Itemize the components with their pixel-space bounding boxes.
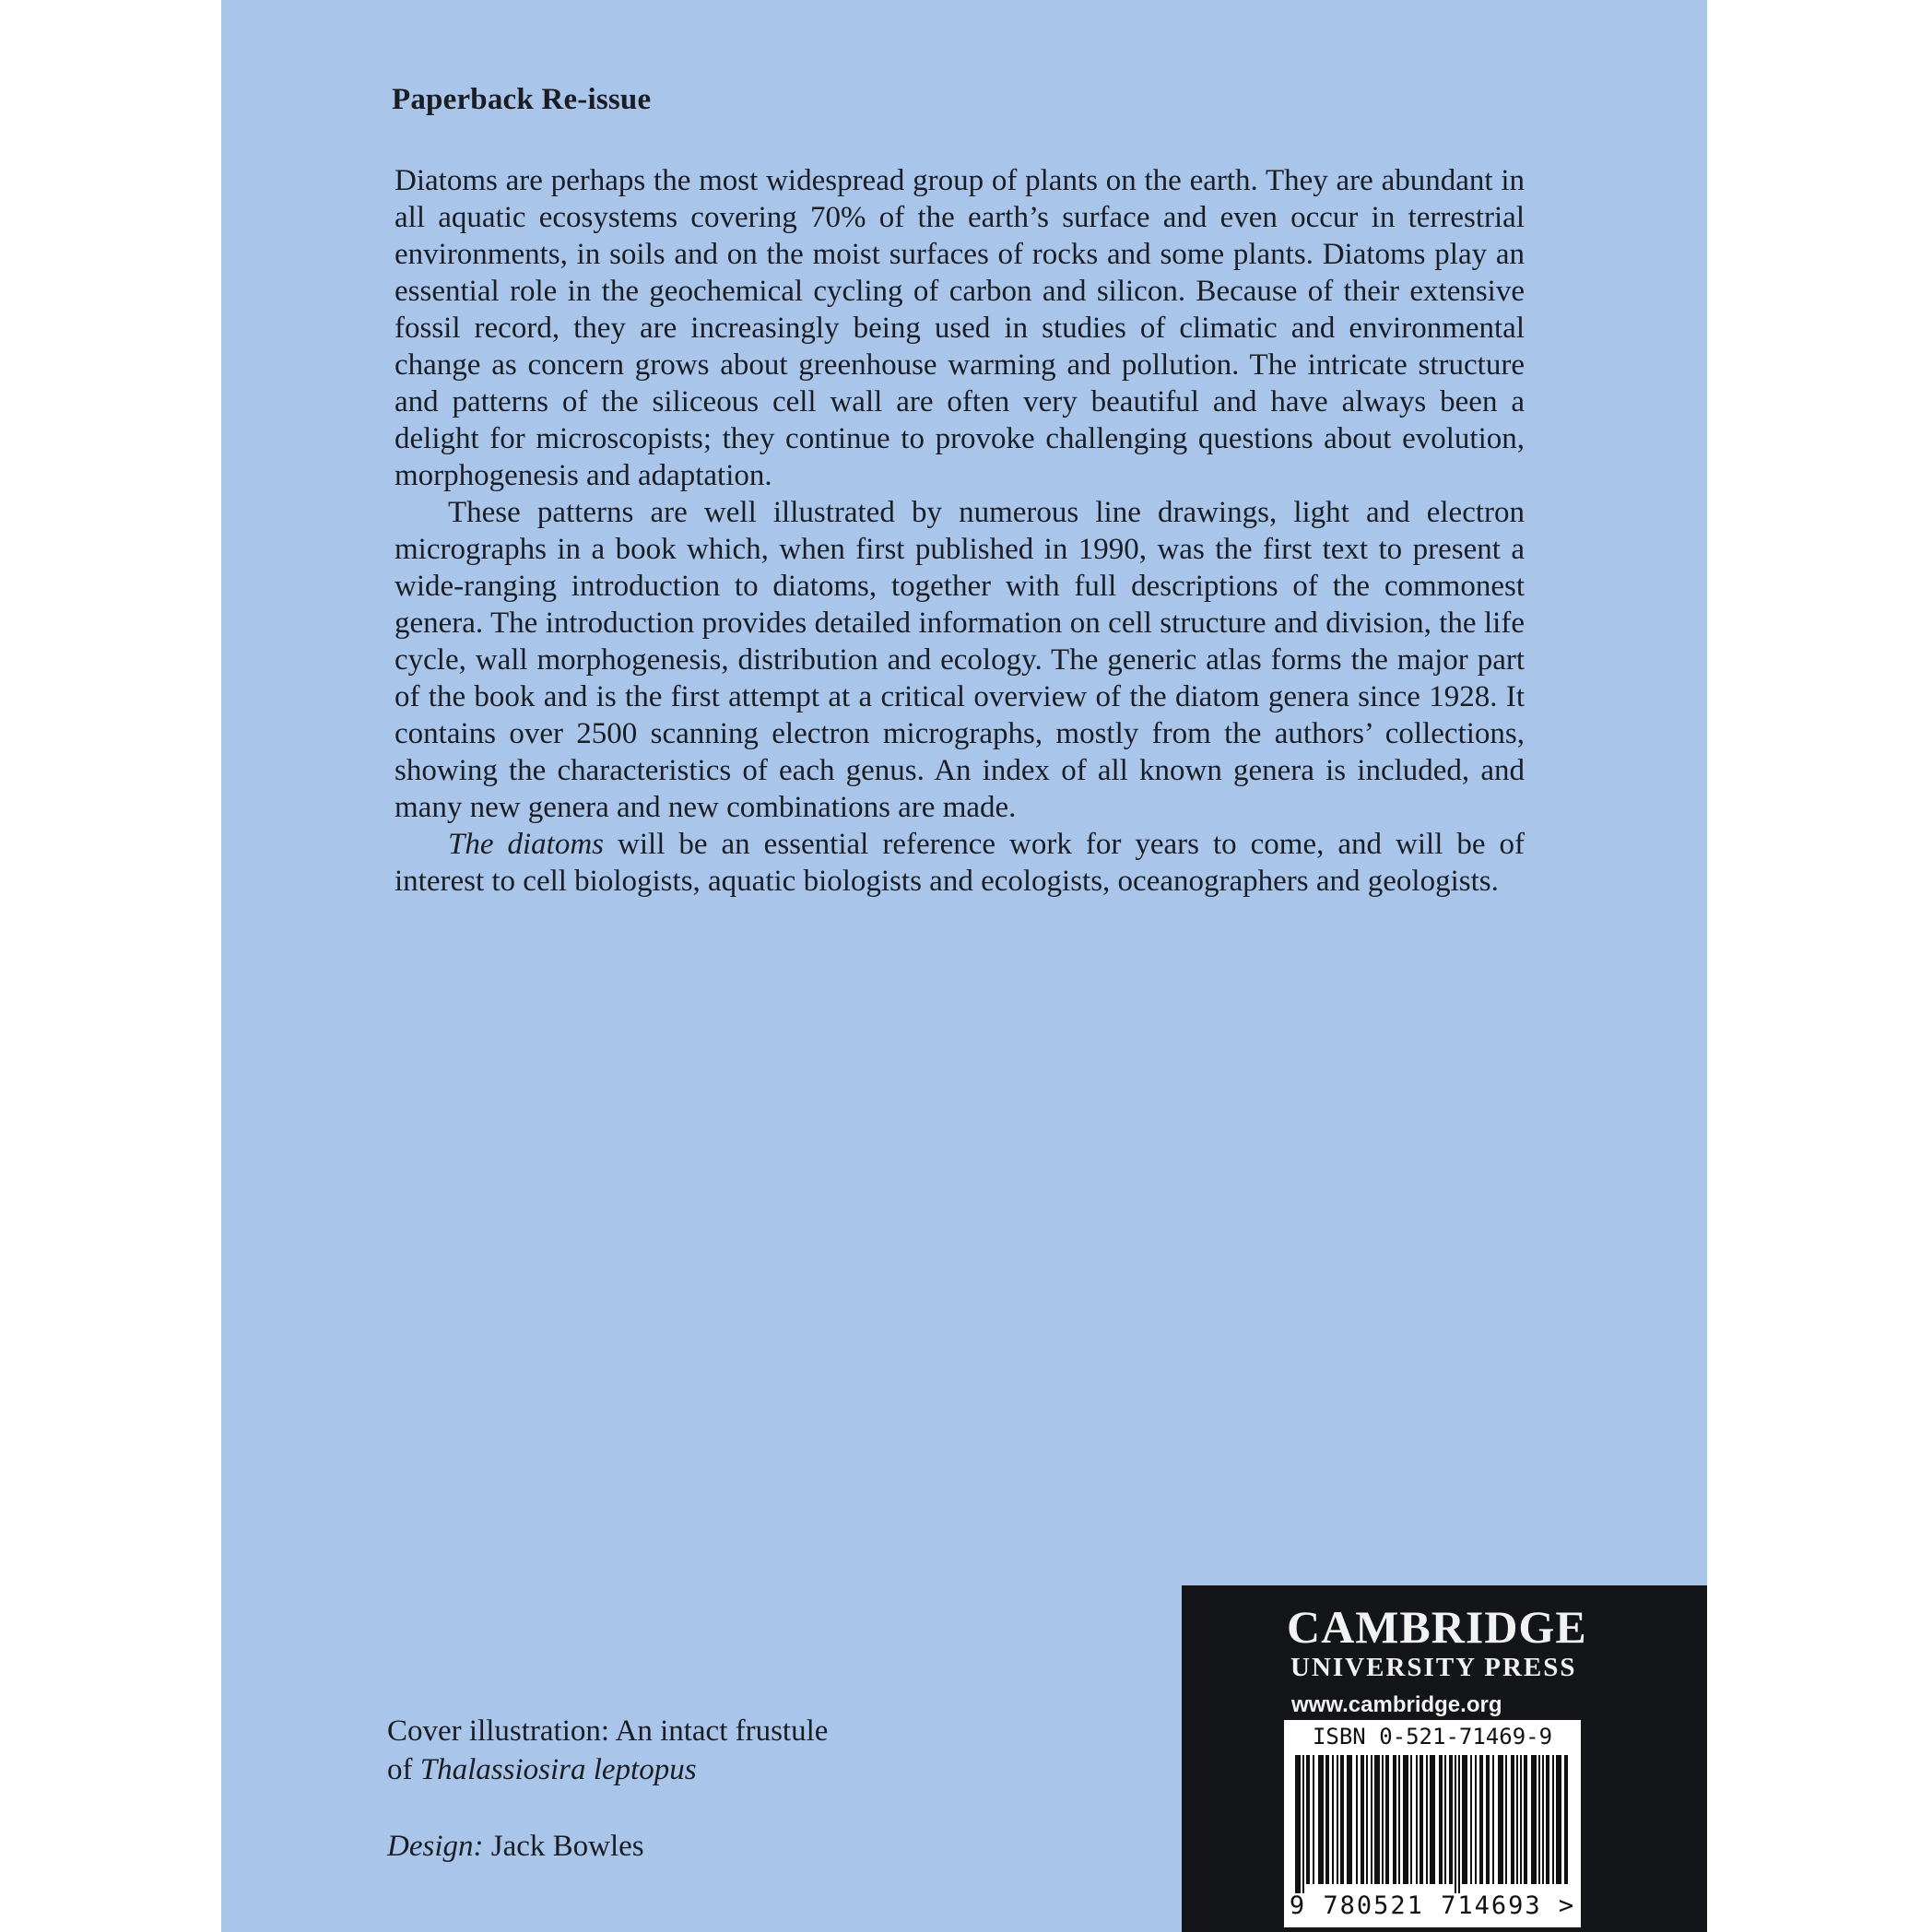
species-name: Thalassiosira leptopus [419, 1753, 697, 1786]
barcode-bar [1564, 1755, 1568, 1884]
barcode-bar [1302, 1755, 1304, 1893]
barcode-bar [1306, 1755, 1310, 1884]
publisher-url: www.cambridge.org [1291, 1692, 1502, 1717]
barcode-bar [1546, 1755, 1549, 1884]
barcode-bar [1420, 1755, 1423, 1884]
barcode-bar [1516, 1755, 1518, 1884]
barcode-bar [1531, 1755, 1537, 1884]
barcode-bar [1393, 1755, 1396, 1884]
barcode-bar [1520, 1755, 1522, 1884]
designer-name: Jack Bowles [483, 1830, 644, 1863]
barcode-bar [1556, 1755, 1561, 1884]
barcode-bar [1416, 1755, 1418, 1884]
barcode-bar [1332, 1755, 1334, 1884]
blurb [395, 162, 1525, 900]
book-title: The diatoms [448, 828, 605, 861]
barcode-bar [1470, 1755, 1472, 1884]
barcode-bar [1426, 1755, 1428, 1884]
barcode-bar [1403, 1755, 1408, 1884]
barcode-bar [1313, 1755, 1314, 1884]
cover-illustration-prefix: of [387, 1753, 420, 1786]
barcode-bar [1498, 1755, 1503, 1884]
barcode-bar [1361, 1755, 1364, 1884]
blurb-paragraph-2: These patterns are well illustrated by numerous line drawings, light and electron micrographs in a book which, when first published in 1990, was the first text to present a wide-ranging introduction to diatoms, together with full descriptions of the commonest genera. The introduction provides detailed information on cell structure and division, the life cycle, wall morphogenesis, distribution and ecology. The generic atlas forms the major part of the book and is the first attempt at a critical overview of the diatom genera since 1928. It contains over 2500 scanning electron micrographs, mostly from the authors’ collections, showing the characteristics of each genus. An index of all known genera is included, and many new genera and new combinations are made. [395, 496, 1525, 824]
back-cover [221, 0, 1707, 1932]
barcode-bar [1475, 1755, 1477, 1884]
barcode-bar [1410, 1755, 1412, 1884]
barcode-bar [1479, 1755, 1483, 1884]
barcode-bar [1430, 1755, 1435, 1884]
barcode-bar [1347, 1755, 1352, 1884]
barcode-bar [1486, 1755, 1490, 1884]
cover-illustration-credit [387, 1712, 828, 1789]
barcode-bar [1295, 1755, 1301, 1893]
barcode-bar [1511, 1755, 1514, 1884]
barcode-label [1284, 1720, 1581, 1927]
barcode-bar [1356, 1755, 1358, 1884]
barcode-bar [1524, 1755, 1527, 1884]
reissue-heading: Paperback Re-issue [392, 83, 652, 116]
barcode-bar [1449, 1755, 1453, 1884]
barcode-bar [1337, 1755, 1338, 1884]
isbn-text: ISBN 0-521-71469-9 [1312, 1724, 1553, 1749]
barcode-bar [1455, 1755, 1456, 1893]
barcode-icon [1293, 1755, 1572, 1893]
barcode-bar [1444, 1755, 1446, 1884]
barcode-bar [1542, 1755, 1544, 1884]
cover-illustration-line-1: Cover illustration: An intact frustule [387, 1714, 829, 1748]
barcode-bar [1325, 1755, 1329, 1884]
ean-digits: 9 780521 714693 > [1289, 1891, 1576, 1920]
barcode-bar [1385, 1755, 1389, 1884]
barcode-bar [1340, 1755, 1344, 1884]
design-credit [387, 1830, 644, 1864]
closing-text: will be an essential reference work for years to come, and will be of interest to cell biologists, aquatic biologists and ecologists, oceanographers and geologists. [395, 828, 1526, 898]
publisher-name: CAMBRIDGE [1287, 1601, 1587, 1653]
barcode-bar [1382, 1755, 1384, 1884]
barcode-bar [1439, 1755, 1443, 1884]
barcode-bar [1462, 1755, 1467, 1884]
barcode-bar [1552, 1755, 1554, 1884]
design-label: Design: [387, 1830, 484, 1863]
barcode-bar [1538, 1755, 1540, 1884]
barcode-bar [1366, 1755, 1368, 1884]
barcode-bar [1318, 1755, 1324, 1884]
barcode-bar [1374, 1755, 1380, 1884]
cover-illustration-line-2 [387, 1750, 828, 1789]
barcode-bar [1371, 1755, 1372, 1884]
barcode-bar [1505, 1755, 1507, 1884]
publisher-subtitle: UNIVERSITY PRESS [1290, 1653, 1577, 1682]
barcode-bar [1492, 1755, 1494, 1884]
publisher-block [1182, 1585, 1707, 1932]
blurb-paragraph-1: Diatoms are perhaps the most widespread group of plants on the earth. They are abundant in all aquatic ecosystems covering 70% of the earth’s surface and even occur in terrestrial environments, in soils and on the moist surfaces of rocks and some plants. Diatoms play an essential role in the geochemical cycling of carbon and silicon. Because of their extensive fossil record, they are increasingly being used in studies of climatic and environmental change as concern grows about greenhouse warming and pollution. The intricate structure and patterns of the siliceous cell wall are often very beautiful and have always been a delight for microscopists; they continue to provoke challenging questions about evolution, morphogenesis and adaptation. [395, 164, 1525, 492]
barcode-bar [1398, 1755, 1400, 1884]
blurb-paragraph-3 [395, 826, 1525, 900]
barcode-bar [1458, 1755, 1460, 1893]
